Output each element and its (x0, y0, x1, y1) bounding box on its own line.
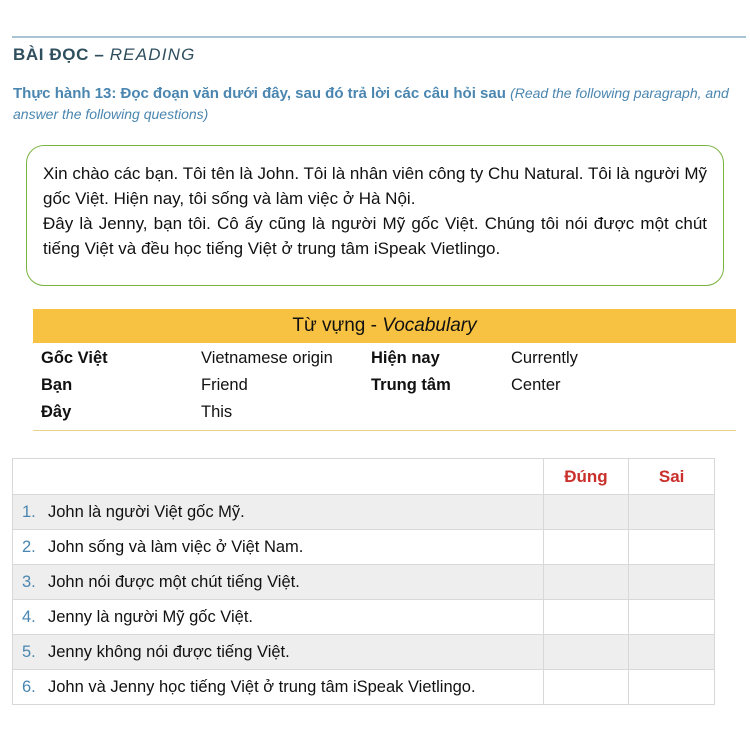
question-cell (13, 495, 544, 530)
vocabulary-title-en: Vocabulary (382, 315, 477, 336)
task-label-en: (Read the following paragraph, and answer the following questions) (13, 85, 729, 122)
question-number: 1. (22, 502, 36, 521)
true-answer-cell[interactable] (543, 635, 629, 670)
false-answer-cell[interactable] (629, 530, 715, 565)
question-number: 2. (22, 537, 36, 556)
question-cell (13, 530, 544, 565)
section-title (13, 45, 196, 65)
question-number: 3. (22, 572, 36, 591)
table-row (13, 565, 715, 600)
vocabulary-box (33, 309, 736, 431)
vocab-term: Hiện nay (371, 349, 440, 367)
vocab-term: Trung tâm (371, 376, 451, 394)
false-answer-cell[interactable] (629, 565, 715, 600)
vocab-meaning: Friend (201, 376, 248, 394)
vocab-term: Bạn (41, 376, 73, 394)
question-text: John sống và làm việc ở Việt Nam. (48, 537, 304, 556)
question-cell (13, 600, 544, 635)
true-answer-cell[interactable] (543, 600, 629, 635)
vocabulary-title-dash: - (370, 315, 377, 336)
true-answer-cell[interactable] (543, 565, 629, 600)
vocab-meaning: Center (511, 376, 561, 394)
top-divider (12, 36, 746, 38)
task-instruction (13, 83, 743, 125)
question-text: John nói được một chút tiếng Việt. (48, 572, 300, 591)
table-header-row (13, 459, 715, 495)
vocab-meaning: Vietnamese origin (201, 349, 333, 367)
passage-paragraph-1: Xin chào các bạn. Tôi tên là John. Tôi là nhân viên công ty Chu Natural. Tôi là người Mỹ gốc Việt. Hiện nay, tôi sống và làm việc ở Hà Nội. (43, 164, 707, 208)
false-answer-cell[interactable] (629, 635, 715, 670)
section-title-en: READING (109, 45, 196, 64)
section-title-dash: – (94, 45, 105, 64)
table-row (13, 530, 715, 565)
vocabulary-list (33, 343, 736, 431)
vocab-meaning: Currently (511, 349, 578, 367)
true-false-table (12, 458, 715, 705)
table-row (13, 600, 715, 635)
question-header-cell (13, 459, 544, 495)
true-answer-cell[interactable] (543, 495, 629, 530)
question-cell (13, 565, 544, 600)
question-text: Jenny không nói được tiếng Việt. (48, 642, 290, 661)
question-cell (13, 670, 544, 705)
question-text: John là người Việt gốc Mỹ. (48, 502, 245, 521)
question-number: 5. (22, 642, 36, 661)
true-header: Đúng (543, 459, 629, 495)
table-row (13, 495, 715, 530)
table-row (13, 670, 715, 705)
question-cell (13, 635, 544, 670)
question-text: John và Jenny học tiếng Việt ở trung tâm iSpeak Vietlingo. (48, 677, 476, 696)
vocab-term: Đây (41, 403, 72, 421)
question-text: Jenny là người Mỹ gốc Việt. (48, 607, 253, 626)
reading-passage (26, 145, 724, 286)
task-label-vi: Thực hành 13: Đọc đoạn văn dưới đây, sau đó trả lời các câu hỏi sau (13, 85, 506, 102)
false-answer-cell[interactable] (629, 600, 715, 635)
question-number: 6. (22, 677, 36, 696)
vocabulary-row (33, 345, 736, 372)
false-answer-cell[interactable] (629, 495, 715, 530)
section-title-vi: BÀI ĐỌC (13, 45, 89, 64)
false-header: Sai (629, 459, 715, 495)
true-answer-cell[interactable] (543, 530, 629, 565)
passage-paragraph-2: Đây là Jenny, bạn tôi. Cô ấy cũng là người Mỹ gốc Việt. Chúng tôi nói được một chút tiếng Việt và đều học tiếng Việt ở trung tâm iSpeak Vietlingo. (43, 214, 707, 258)
vocabulary-row (33, 399, 736, 426)
vocabulary-header (33, 309, 736, 343)
vocabulary-title-vi: Từ vựng (292, 315, 366, 336)
vocab-term: Gốc Việt (41, 349, 108, 367)
question-number: 4. (22, 607, 36, 626)
false-answer-cell[interactable] (629, 670, 715, 705)
vocab-meaning: This (201, 403, 233, 421)
true-answer-cell[interactable] (543, 670, 629, 705)
table-row (13, 635, 715, 670)
vocabulary-row (33, 372, 736, 399)
